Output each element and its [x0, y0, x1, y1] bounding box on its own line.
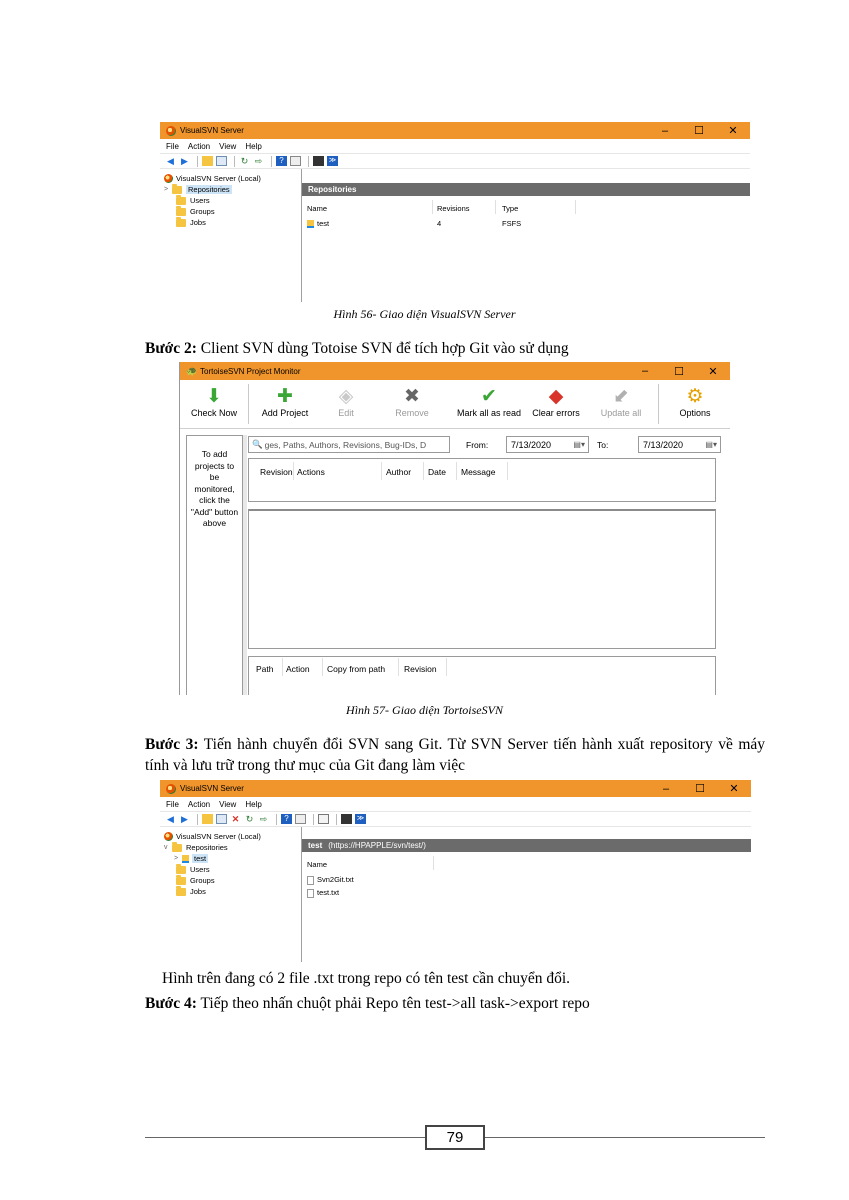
column-header-name[interactable]: Name: [307, 204, 328, 213]
edit-button[interactable]: ◈ Edit: [326, 386, 366, 418]
column-header-name[interactable]: Name: [307, 860, 328, 869]
menu-help[interactable]: Help: [245, 141, 262, 151]
tree-item-label: Users: [190, 865, 210, 874]
console-icon[interactable]: [313, 156, 324, 166]
add-project-button[interactable]: ✚ Add Project: [254, 386, 316, 418]
pane-header: [302, 839, 751, 852]
visualsvn-logo-icon: [166, 126, 176, 136]
repository-icon: [182, 855, 189, 863]
maximize-button[interactable]: ☐: [674, 365, 684, 378]
search-icon: 🔍: [252, 439, 263, 449]
folder-icon: [176, 197, 186, 205]
window-title: VisualSVN Server: [180, 784, 244, 793]
show-hide-tree-icon[interactable]: [216, 814, 227, 824]
show-hide-tree-icon[interactable]: [216, 156, 227, 166]
title-bar: [180, 362, 730, 380]
project-list-panel[interactable]: [186, 435, 243, 695]
list-item[interactable]: test.txt: [307, 888, 339, 898]
footer-rule-left: [145, 1137, 427, 1138]
tree-item-label: Groups: [190, 207, 215, 216]
step-2-text: Client SVN dùng Totoise SVN để tích hợp Git vào sử dụng: [196, 340, 569, 357]
update-all-button[interactable]: ⬋ Update all: [596, 386, 646, 418]
folder-icon: [176, 219, 186, 227]
back-arrow-icon[interactable]: ◀: [167, 156, 174, 166]
from-date-picker[interactable]: [506, 436, 589, 453]
pane-header-url: (https://HPAPPLE/svn/test/): [328, 841, 426, 850]
step-3-paragraph: [145, 734, 765, 776]
visualsvn-window-2: [160, 780, 751, 962]
row-revisions: 4: [437, 219, 442, 228]
tree-root[interactable]: [164, 831, 301, 842]
check-now-button[interactable]: ⬇ Check Now: [186, 386, 242, 418]
tree-item-groups[interactable]: [164, 206, 301, 217]
down-arrow-icon: ⬇: [206, 386, 222, 407]
pane-header-title: test: [308, 841, 323, 850]
column-header-path[interactable]: Path: [256, 664, 274, 674]
clear-errors-button[interactable]: ◆ Clear errors: [528, 386, 584, 418]
tree-item-test[interactable]: [164, 853, 301, 864]
search-placeholder: ges, Paths, Authors, Revisions, Bug-IDs, D: [264, 439, 427, 450]
folder-icon: [176, 877, 186, 885]
up-folder-icon[interactable]: [202, 156, 213, 166]
text-file-icon: [307, 876, 314, 885]
calendar-dropdown-icon[interactable]: ▤▾: [573, 440, 585, 449]
tree-item-label: Jobs: [190, 887, 206, 896]
folder-icon: [176, 866, 186, 874]
pane-header: [302, 183, 750, 196]
tree-item-label: test: [194, 854, 207, 863]
page-number: 79: [425, 1125, 485, 1150]
update-arrow-icon: ⬋: [613, 386, 629, 407]
powershell-icon[interactable]: ≫: [328, 157, 337, 164]
column-header-revisions[interactable]: Revisions: [437, 204, 470, 213]
maximize-button[interactable]: ☐: [695, 783, 705, 795]
column-header-action[interactable]: Action: [286, 664, 310, 674]
column-header-author[interactable]: Author: [386, 467, 412, 477]
tortoise-logo-icon: 🐢: [186, 366, 198, 376]
text-file-icon: [307, 889, 314, 898]
tree-item-label: Users: [190, 196, 210, 205]
from-label: From:: [466, 440, 489, 450]
tree-root-label: VisualSVN Server (Local): [176, 174, 261, 183]
export-list-icon[interactable]: ⇨: [259, 814, 268, 824]
changed-paths-view[interactable]: [248, 656, 716, 695]
minimize-button[interactable]: –: [662, 782, 670, 795]
minimize-button[interactable]: –: [661, 124, 669, 137]
properties-icon[interactable]: [295, 814, 306, 824]
column-header-actions[interactable]: Actions: [297, 467, 325, 477]
tree-item-users[interactable]: [164, 195, 301, 206]
mark-all-read-button[interactable]: ✔ Mark all as read: [456, 386, 522, 418]
row-name: test: [307, 219, 329, 228]
tortoisesvn-window: [179, 362, 730, 695]
from-date-value: 7/13/2020: [511, 439, 552, 450]
tree-item-groups[interactable]: [164, 875, 301, 886]
tree-item-label: Repositories: [188, 185, 230, 194]
properties-icon[interactable]: [290, 156, 301, 166]
export-list-icon[interactable]: ⇨: [254, 156, 263, 166]
step-2-label: Bước 2:: [145, 340, 197, 357]
window-title: VisualSVN Server: [180, 126, 244, 135]
checkmark-icon: ✔: [481, 386, 497, 407]
navigation-tree: [160, 827, 302, 962]
step-4-label: Bước 4:: [145, 995, 197, 1012]
refresh-icon[interactable]: ↻: [240, 156, 249, 166]
remove-button[interactable]: ✖ Remove: [390, 386, 434, 418]
tree-item-label: Repositories: [186, 843, 228, 852]
help-icon[interactable]: ?: [281, 814, 292, 824]
step-4-paragraph: [145, 993, 765, 1014]
powershell-icon[interactable]: ≫: [356, 815, 365, 822]
eraser-icon: ◆: [548, 386, 564, 407]
menu-bar: [160, 139, 750, 153]
visualsvn-logo-icon: [166, 784, 176, 794]
tree-item-jobs[interactable]: [164, 217, 301, 228]
figure-caption-56: Hình 56- Giao diện VisualSVN Server: [333, 307, 516, 321]
to-date-value: 7/13/2020: [643, 439, 684, 450]
folder-icon: [176, 888, 186, 896]
close-button[interactable]: ✕: [728, 125, 738, 137]
repo-browser-icon[interactable]: [318, 814, 329, 824]
visualsvn-window-1: [160, 122, 750, 302]
minimize-button[interactable]: –: [641, 365, 649, 377]
gear-icon: ⚙: [686, 386, 704, 407]
column-header-revision[interactable]: Revision: [260, 467, 293, 477]
to-label: To:: [597, 440, 609, 450]
menu-file[interactable]: File: [166, 141, 179, 151]
folder-icon: [176, 208, 186, 216]
title-bar: [160, 122, 750, 139]
visualsvn-logo-icon: [164, 174, 173, 183]
files-paragraph: Hình trên đang có 2 file .txt trong repo có tên test cần chuyển đổi.: [162, 970, 571, 987]
step-2-paragraph: [145, 338, 765, 359]
tree-item-repositories[interactable]: [164, 842, 301, 853]
delete-icon[interactable]: ✕: [231, 814, 240, 824]
menu-action[interactable]: Action: [187, 799, 211, 809]
column-header-path-revision[interactable]: Revision: [404, 664, 437, 674]
help-icon[interactable]: ?: [276, 156, 287, 166]
edit-diamond-icon: ◈: [338, 386, 354, 407]
add-project-hint: To add projects to be monitored, click the "Add" button above: [190, 449, 239, 528]
navigation-tree: [160, 169, 302, 302]
chevron-right-icon[interactable]: >: [164, 186, 169, 193]
maximize-button[interactable]: ☐: [694, 125, 704, 137]
tree-root[interactable]: [164, 173, 301, 184]
up-folder-icon[interactable]: [202, 814, 213, 824]
column-header-message[interactable]: Message: [461, 467, 496, 477]
menu-action[interactable]: Action: [187, 141, 211, 151]
menu-view[interactable]: View: [219, 141, 237, 151]
log-list-view[interactable]: [248, 458, 716, 502]
tree-item-users[interactable]: [164, 864, 301, 875]
close-button[interactable]: ✕: [729, 783, 739, 795]
menu-file[interactable]: File: [166, 799, 179, 809]
forward-arrow-icon[interactable]: ▶: [181, 814, 188, 824]
toolbar: [160, 153, 750, 169]
search-input[interactable]: [248, 436, 450, 453]
menu-view[interactable]: View: [219, 799, 237, 809]
column-header-date[interactable]: Date: [428, 467, 446, 477]
message-view[interactable]: [248, 509, 716, 649]
repositories-folder-icon: [172, 844, 182, 852]
close-button[interactable]: ✕: [708, 365, 718, 378]
calendar-dropdown-icon[interactable]: ▤▾: [705, 440, 717, 449]
forward-arrow-icon[interactable]: ▶: [181, 156, 188, 166]
pane-header-title: Repositories: [308, 185, 357, 194]
list-item[interactable]: Svn2Git.txt: [307, 875, 354, 885]
visualsvn-logo-icon: [164, 832, 173, 841]
window-title: TortoiseSVN Project Monitor: [200, 366, 301, 376]
tree-item-label: Groups: [190, 876, 215, 885]
figure-caption-57: Hình 57- Giao diện TortoiseSVN: [346, 703, 503, 717]
menu-bar: [160, 797, 751, 811]
menu-help[interactable]: Help: [245, 799, 262, 809]
title-bar: [160, 780, 751, 797]
chevron-right-icon[interactable]: >: [174, 855, 179, 862]
toolbar: [160, 811, 751, 827]
remove-x-icon: ✖: [404, 386, 420, 407]
to-date-picker[interactable]: [638, 436, 721, 453]
step-3-text: Tiến hành chuyển đổi SVN sang Git. Từ SVN Server tiến hành xuất repository về máy tính và lưu trữ trong thư mục của Git đang làm việc: [145, 736, 765, 774]
chevron-down-icon[interactable]: v: [164, 844, 168, 851]
step-4-text: Tiếp theo nhấn chuột phải Repo tên test->all task->export repo: [196, 995, 590, 1012]
back-arrow-icon[interactable]: ◀: [167, 814, 174, 824]
footer-rule-right: [483, 1137, 765, 1138]
step-3-label: Bước 3:: [145, 736, 199, 753]
repositories-folder-icon: [172, 186, 182, 194]
row-type: FSFS: [502, 219, 522, 228]
column-header-copy-from-path[interactable]: Copy from path: [327, 664, 386, 674]
tree-item-jobs[interactable]: [164, 886, 301, 897]
column-header-type[interactable]: Type: [502, 204, 519, 213]
options-button[interactable]: ⚙ Options: [670, 386, 720, 418]
console-icon[interactable]: [341, 814, 352, 824]
plus-icon: ✚: [277, 386, 293, 407]
repository-icon: [307, 220, 314, 228]
refresh-icon[interactable]: ↻: [245, 814, 254, 824]
tree-item-repositories[interactable]: [164, 184, 301, 195]
tree-item-label: Jobs: [190, 218, 206, 227]
tree-root-label: VisualSVN Server (Local): [176, 832, 261, 841]
